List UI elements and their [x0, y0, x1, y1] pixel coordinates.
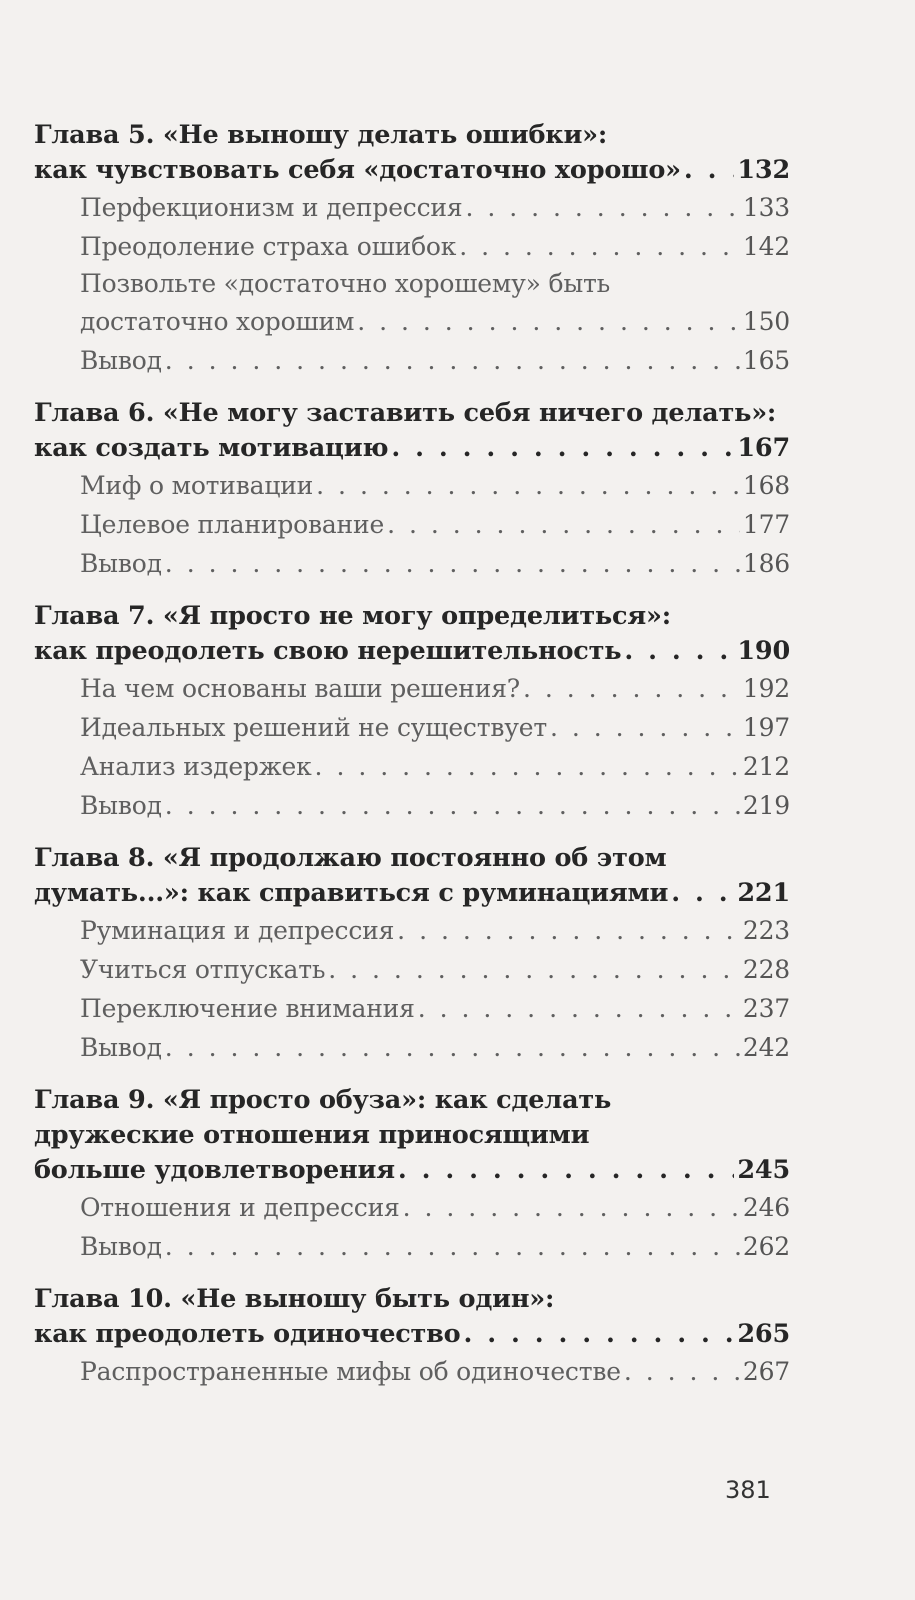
section-page: 219: [742, 791, 790, 820]
chapter-title: Глава 7. «Я просто не могу определиться»:: [34, 601, 671, 631]
section-title: достаточно хорошим: [80, 307, 355, 336]
chapter-page: 245: [737, 1155, 790, 1185]
chapter-entry: [34, 1317, 790, 1352]
dot-leader: [165, 341, 740, 380]
section-title: Преодоление страха ошибок: [80, 232, 457, 261]
dot-leader: [684, 153, 734, 188]
dot-leader: [550, 708, 740, 747]
section-title: На чем основаны ваши решения?: [80, 674, 520, 703]
chapter-title-last-line: как создать мотивацию: [34, 433, 389, 463]
section-title: Отношения и депрессия: [80, 1193, 400, 1222]
chapter-9: [34, 1083, 790, 1266]
section-page: 228: [742, 955, 790, 984]
chapter-page: 221: [737, 878, 790, 908]
dot-leader: [398, 1153, 735, 1188]
chapter-title: Глава 5. «Не выношу делать ошибки»:: [34, 120, 608, 150]
chapter-title: Глава 6. «Не могу заставить себя ничего делать»:: [34, 398, 777, 428]
chapter-6: [34, 396, 790, 583]
section-entry: [34, 786, 790, 825]
section-entry: [34, 544, 790, 583]
section-entry: [34, 1352, 790, 1391]
section-entry: [34, 950, 790, 989]
dot-leader: [387, 505, 740, 544]
section-entry: [34, 747, 790, 786]
page-number: 381: [725, 1476, 771, 1504]
section-entry: [34, 466, 790, 505]
section-page: 246: [742, 1193, 790, 1222]
section-page: 197: [742, 713, 790, 742]
section-title-first-line: Позвольте «достаточно хорошему» быть: [80, 269, 611, 298]
chapter-title-last-line: больше удовлетворения: [34, 1155, 395, 1185]
dot-leader: [523, 669, 740, 708]
section-title: Руминация и депрессия: [80, 916, 395, 945]
section-entry: [34, 505, 790, 544]
dot-leader: [165, 1028, 740, 1067]
section-title: Целевое планирование: [80, 510, 385, 539]
chapter-entry: [34, 876, 790, 911]
section-page: 168: [742, 471, 790, 500]
section-title: Перфекционизм и депрессия: [80, 193, 463, 222]
chapter-title: Глава 8. «Я продолжаю постоянно об этом: [34, 843, 667, 873]
section-page: 212: [742, 752, 790, 781]
section-entry: [34, 188, 790, 227]
section-title: Вывод: [80, 346, 162, 375]
chapter-title-last-line: как преодолеть одиночество: [34, 1319, 461, 1349]
section-entry: [34, 1028, 790, 1067]
section-entry: [34, 989, 790, 1028]
section-page: 237: [742, 994, 790, 1023]
section-page: 177: [742, 510, 790, 539]
chapter-entry: [34, 153, 790, 188]
section-title: Переключение внимания: [80, 994, 415, 1023]
dot-leader: [165, 786, 740, 825]
section-page: 142: [742, 232, 790, 261]
section-entry: [34, 669, 790, 708]
section-page: 223: [742, 916, 790, 945]
section-page: 267: [742, 1357, 790, 1386]
section-entry: [34, 341, 790, 380]
chapter-title: Глава 9. «Я просто обуза»: как сделать: [34, 1085, 612, 1115]
dot-leader: [403, 1188, 740, 1227]
section-title: Анализ издержек: [80, 752, 312, 781]
section-entry: [34, 266, 790, 341]
section-entry: [34, 227, 790, 266]
chapter-title: дружеские отношения приносящими: [34, 1120, 590, 1150]
dot-leader: [397, 911, 740, 950]
section-entry: [34, 1188, 790, 1227]
chapter-entry: [34, 1153, 790, 1188]
dot-leader: [671, 876, 734, 911]
section-entry: [34, 708, 790, 747]
section-entry: [34, 911, 790, 950]
chapter-title-last-line: как чувствовать себя «достаточно хорошо»: [34, 155, 681, 185]
section-title: Вывод: [80, 791, 162, 820]
dot-leader: [328, 950, 740, 989]
dot-leader: [459, 227, 740, 266]
section-entry: [34, 1227, 790, 1266]
section-title: Идеальных решений не существует: [80, 713, 547, 742]
section-title: Миф о мотивации: [80, 471, 314, 500]
section-page: 133: [742, 193, 790, 222]
dot-leader: [463, 1317, 734, 1352]
chapter-7: [34, 599, 790, 825]
chapter-page: 167: [737, 433, 790, 463]
section-page: 186: [742, 549, 790, 578]
dot-leader: [624, 634, 734, 669]
section-page: 192: [742, 674, 790, 703]
dot-leader: [165, 544, 740, 583]
section-page: 262: [742, 1232, 790, 1261]
chapter-title-last-line: как преодолеть свою нерешительность: [34, 636, 622, 666]
chapter-title-last-line: думать...»: как справиться с руминациями: [34, 878, 669, 908]
chapter-5: [34, 118, 790, 380]
dot-leader: [315, 747, 740, 786]
section-title: Вывод: [80, 1033, 162, 1062]
dot-leader: [624, 1352, 740, 1391]
dot-leader: [165, 1227, 740, 1266]
chapter-entry: [34, 634, 790, 669]
dot-leader: [316, 466, 740, 505]
dot-leader: [357, 302, 740, 341]
chapter-entry: [34, 431, 790, 466]
chapter-page: 265: [737, 1319, 790, 1349]
chapter-8: [34, 841, 790, 1067]
table-of-contents: [34, 118, 790, 1407]
chapter-title: Глава 10. «Не выношу быть один»:: [34, 1284, 555, 1314]
chapter-page: 190: [737, 636, 790, 666]
section-page: 165: [742, 346, 790, 375]
dot-leader: [465, 188, 739, 227]
section-entry-last-line: [80, 302, 790, 341]
section-title: Вывод: [80, 1232, 162, 1261]
dot-leader: [418, 989, 740, 1028]
section-page: 242: [742, 1033, 790, 1062]
dot-leader: [391, 431, 734, 466]
section-page: 150: [742, 307, 790, 336]
section-title: Вывод: [80, 549, 162, 578]
section-title: Учиться отпускать: [80, 955, 326, 984]
chapter-page: 132: [737, 155, 790, 185]
section-title: Распространенные мифы об одиночестве: [80, 1357, 621, 1386]
chapter-10: [34, 1282, 790, 1391]
